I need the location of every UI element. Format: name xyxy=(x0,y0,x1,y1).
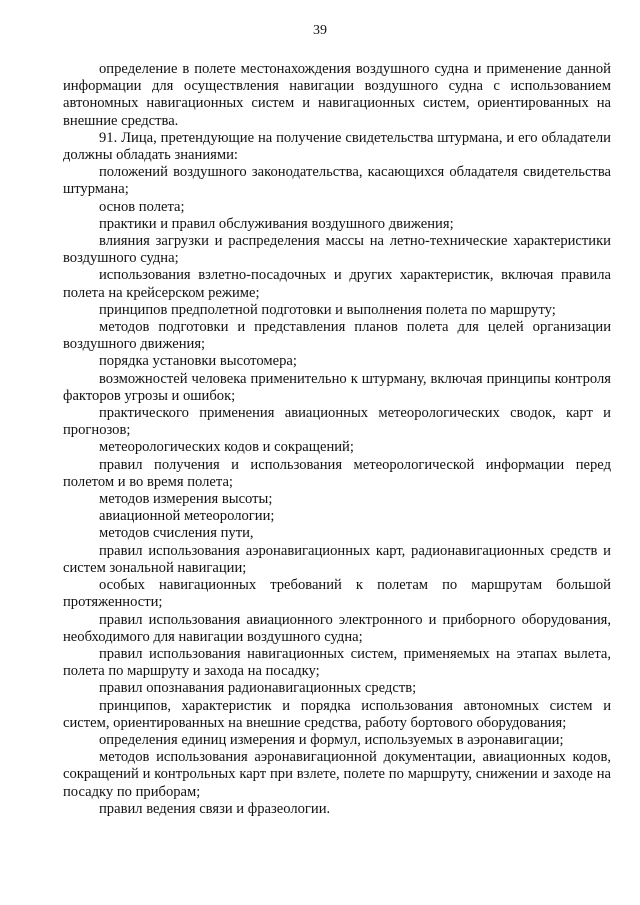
paragraph: правил использования авиационного электронного и приборного оборудования, необходимого для навигации воздушного судна; xyxy=(63,611,611,645)
paragraph: правил использования аэронавигационных карт, радионавигационных средств и систем зональной навигации; xyxy=(63,542,611,576)
paragraph: принципов предполетной подготовки и выполнения полета по маршруту; xyxy=(99,301,556,318)
paragraph: основ полета; xyxy=(99,198,185,215)
paragraph: правил получения и использования метеорологической информации перед полетом и во время полета; xyxy=(63,456,611,490)
paragraph: возможностей человека применительно к штурману, включая принципы контроля факторов угрозы и ошибок; xyxy=(63,370,611,404)
paragraph: авиационной метеорологии; xyxy=(99,508,275,525)
paragraph: правил опознавания радионавигационных средств; xyxy=(99,680,417,697)
paragraph: методов измерения высоты; xyxy=(99,491,273,508)
document-body xyxy=(63,61,611,818)
paragraph: практического применения авиационных метеорологических сводок, карт и прогнозов; xyxy=(63,405,611,439)
paragraph: методов использования аэронавигационной документации, авиационных кодов, сокращений и контрольных карт при взлете, полете по маршруту, снижении и заходе на посадку по приборам; xyxy=(63,749,611,800)
paragraph: правил использования навигационных систем, применяемых на этапах вылета, полета по маршруту и захода на посадку; xyxy=(63,645,611,680)
paragraph: порядка установки высотомера; xyxy=(99,353,297,370)
paragraph: методов подготовки и представления планов полета для целей организации воздушного движения; xyxy=(63,319,611,353)
paragraph: правил ведения связи и фразеологии. xyxy=(99,800,331,817)
paragraph: принципов, характеристик и порядка использования автономных систем и систем, ориентированных на внешние средства, работу бортового оборудования; xyxy=(63,697,611,731)
paragraph: влияния загрузки и распределения массы на летно-технические характеристики воздушного судна; xyxy=(63,233,611,267)
paragraph: положений воздушного законодательства, касающихся обладателя свидетельства штурмана; xyxy=(63,164,611,198)
paragraph: определения единиц измерения и формул, используемых в аэронавигации; xyxy=(99,731,564,748)
paragraph: 91. Лица, претендующие на получение свидетельства штурмана, и его обладатели должны обладать знаниями: xyxy=(63,129,611,164)
paragraph: методов счисления пути, xyxy=(99,525,254,542)
paragraph: метеорологических кодов и сокращений; xyxy=(99,439,354,456)
paragraph: использования взлетно-посадочных и других характеристик, включая правила полета на крейсерском режиме; xyxy=(63,267,611,301)
paragraph: особых навигационных требований к полетам по маршрутам большой протяженности; xyxy=(63,577,611,611)
page-number: 39 xyxy=(313,23,327,38)
paragraph: практики и правил обслуживания воздушного движения; xyxy=(99,215,454,232)
paragraph: определение в полете местонахождения воздушного судна и применение данной информации для осуществления навигации воздушного судна с использованием автономных навигационных систем и навигационных систем, ориентированных на внешние средства. xyxy=(63,61,611,129)
